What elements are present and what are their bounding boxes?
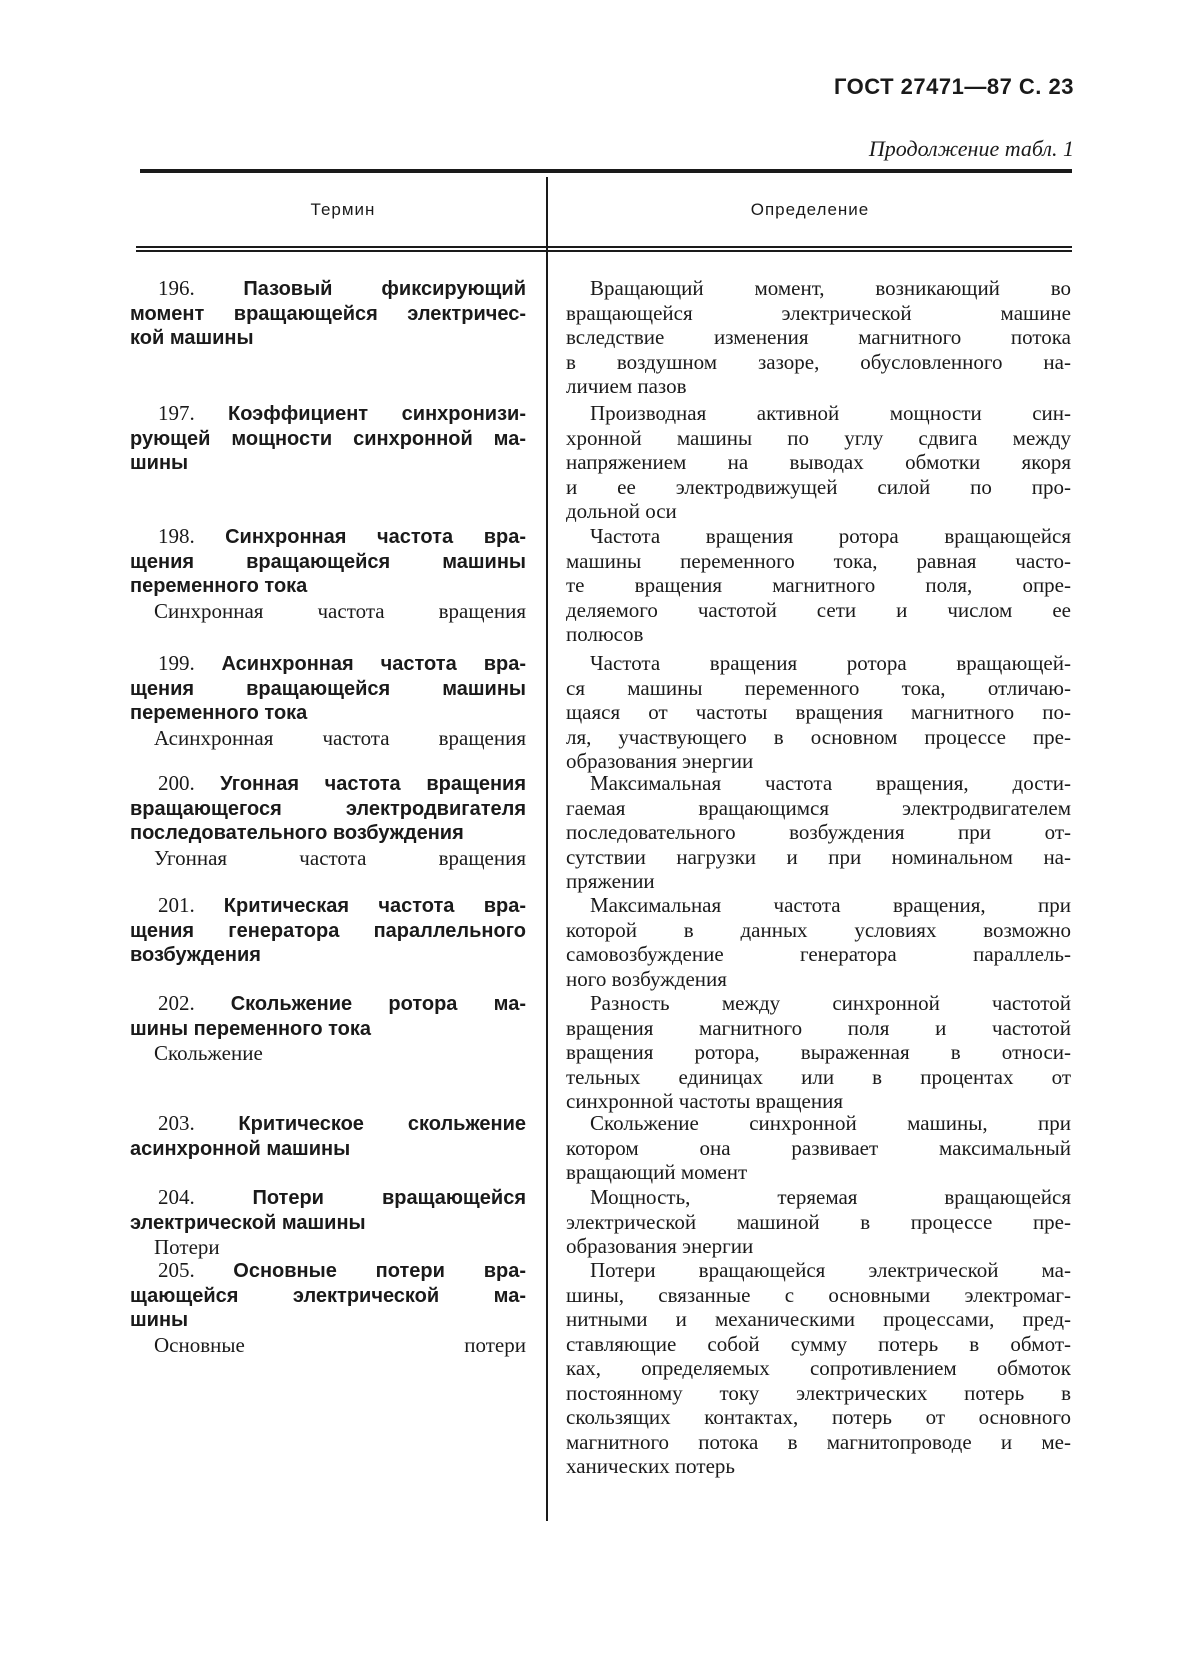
term-cell — [130, 1258, 526, 1357]
definition-line: нитными и механическими процессами, пред- — [566, 1307, 1071, 1331]
term-name: Синхронная частота вра- — [225, 526, 526, 548]
definition-line: Потери вращающейся электрической ма- — [590, 1258, 1071, 1282]
definition-line: пряжении — [566, 869, 655, 893]
definition-line: ханических потерь — [566, 1454, 735, 1478]
term-number: 205. — [158, 1258, 234, 1282]
definition-line: ставляющие собой сумму потерь в обмот- — [566, 1331, 1071, 1356]
definition-line: которой в данных условиях возможно — [566, 917, 1071, 942]
definition-line: те вращения магнитного поля, опре- — [566, 573, 1071, 597]
definition-cell — [566, 1185, 1071, 1259]
term-name: Пазовый фиксирующий — [243, 278, 526, 300]
term-name: Коэффициент синхронизи- — [228, 403, 526, 425]
term-name: Потери вращающейся — [252, 1187, 526, 1209]
term-cell — [130, 893, 526, 968]
definition-cell — [566, 771, 1071, 894]
definition-line: вследствие изменения магнитного потока — [566, 325, 1071, 349]
term-cell — [130, 651, 526, 750]
definition-line: котором она развивает максимальный — [566, 1135, 1071, 1160]
term-number: 200. — [158, 771, 221, 795]
definition-line: вращающий момент — [566, 1160, 748, 1184]
definition-line: дольной оси — [566, 499, 677, 523]
definition-line: и ее электродвижущей силой по про- — [566, 474, 1071, 499]
column-divider — [546, 177, 548, 1521]
definition-line: Производная активной мощности син- — [590, 401, 1071, 425]
definition-cell — [566, 651, 1071, 774]
page-header: ГОСТ 27471—87 С. 23 — [833, 74, 1074, 99]
term-line: шины — [130, 1309, 189, 1331]
term-line — [130, 893, 526, 919]
term-synonym: Асинхронная частота вращения — [154, 725, 526, 750]
term-line — [130, 1258, 526, 1284]
definition-cell — [566, 1258, 1071, 1479]
term-number: 196. — [158, 276, 244, 300]
definition-line: Вращающий момент, возникающий во — [590, 276, 1071, 300]
definition-line: ля, участвующего в основном процессе пре- — [566, 724, 1071, 749]
term-cell — [130, 276, 526, 351]
table-top-rule — [140, 169, 1072, 173]
term-line: шины — [130, 452, 189, 474]
definition-line: ного возбуждения — [566, 966, 727, 991]
term-line — [130, 524, 526, 550]
term-line: переменного тока — [130, 702, 308, 724]
term-line: возбуждения — [130, 944, 261, 966]
term-line — [130, 771, 526, 797]
definition-line: личием пазов — [566, 374, 687, 398]
term-name: Критическое скольжение — [238, 1113, 527, 1135]
term-cell — [130, 524, 526, 623]
definition-line: щаяся от частоты вращения магнитного по- — [566, 700, 1071, 724]
definition-line: электрической машиной в процессе пре- — [566, 1209, 1071, 1234]
definition-line: ся машины переменного тока, отличаю- — [566, 675, 1071, 700]
term-line: момент вращающейся электричес- — [130, 302, 526, 325]
term-number: 201. — [158, 893, 224, 917]
definition-line: самовозбуждение генератора параллель- — [566, 942, 1071, 966]
term-number: 197. — [158, 401, 229, 425]
term-number: 202. — [158, 991, 231, 1015]
term-cell — [130, 401, 526, 476]
definition-line: шины, связанные с основными электромаг- — [566, 1282, 1071, 1307]
definition-cell — [566, 893, 1071, 991]
column-header-definition: Определение — [750, 200, 870, 219]
term-line: щающейся электрической ма- — [130, 1284, 526, 1307]
term-line: электрической машины — [130, 1211, 366, 1234]
definition-cell — [566, 401, 1071, 524]
definition-cell — [566, 991, 1071, 1114]
term-line: асинхронной машины — [130, 1137, 351, 1160]
term-synonym: Угонная частота вращения — [154, 845, 526, 870]
term-number: 204. — [158, 1185, 253, 1209]
definition-line: деляемого частотой сети и числом ее — [566, 597, 1071, 622]
definition-line: сутствии нагрузки и при номинальном на- — [566, 844, 1071, 869]
term-line — [130, 276, 526, 302]
term-cell — [130, 991, 526, 1066]
term-synonym: Основные потери — [154, 1332, 526, 1357]
definition-line: Скольжение синхронной машины, при — [590, 1111, 1071, 1135]
term-name: Асинхронная частота вра- — [221, 653, 527, 675]
table-header-rule — [136, 246, 1072, 252]
term-synonym: Потери — [154, 1235, 220, 1259]
term-line — [130, 1185, 526, 1211]
definition-line: магнитного потока в магнитопроводе и ме- — [566, 1429, 1071, 1454]
definition-line: вращения ротора, выраженная в относи- — [566, 1040, 1071, 1064]
definition-cell — [566, 1111, 1071, 1185]
term-synonym: Скольжение — [154, 1041, 263, 1065]
definition-line: Разность между синхронной частотой — [590, 991, 1071, 1015]
term-cell — [130, 1111, 526, 1161]
term-line — [130, 401, 526, 427]
term-line — [130, 1111, 526, 1137]
definition-line: напряжением на выводах обмотки якоря — [566, 450, 1071, 474]
definition-line: полюсов — [566, 622, 644, 646]
definition-line: скользящих контактах, потерь от основного — [566, 1405, 1071, 1429]
definition-line: тельных единицах или в процентах от — [566, 1064, 1071, 1089]
term-line: вращающегося электродвигателя — [130, 797, 526, 820]
term-line: рующей мощности синхронной ма- — [130, 427, 526, 450]
definition-line: хронной машины по углу сдвига между — [566, 425, 1071, 450]
term-line — [130, 991, 526, 1017]
term-cell — [130, 771, 526, 870]
definition-line: Максимальная частота вращения, при — [590, 893, 1071, 917]
term-line: щения вращающейся машины — [130, 677, 526, 700]
definition-line: машины переменного тока, равная часто- — [566, 548, 1071, 573]
term-line: кой машины — [130, 327, 254, 349]
term-number: 203. — [158, 1111, 239, 1135]
term-line — [130, 651, 526, 677]
term-cell — [130, 1185, 526, 1260]
definition-line: Мощность, теряемая вращающейся — [590, 1185, 1071, 1209]
term-line: последовательного возбуждения — [130, 822, 464, 844]
definition-line: ках, определяемых сопротивлением обмоток — [566, 1356, 1071, 1380]
term-name: Скольжение ротора ма- — [230, 993, 526, 1015]
definition-line: вращающейся электрической машине — [566, 300, 1071, 325]
definition-line: в воздушном зазоре, обусловленного на- — [566, 349, 1071, 374]
term-line: щения вращающейся машины — [130, 550, 526, 573]
term-line: переменного тока — [130, 575, 308, 597]
definition-cell — [566, 524, 1071, 647]
term-number: 199. — [158, 651, 222, 675]
definition-line: образования энергии — [566, 1234, 754, 1258]
term-name: Критическая частота вра- — [223, 895, 527, 917]
definition-line: Максимальная частота вращения, дости- — [590, 771, 1071, 795]
definition-line: Частота вращения ротора вращающейся — [590, 524, 1071, 548]
term-name: Основные потери вра- — [233, 1260, 526, 1282]
definition-line: синхронной частоты вращения — [566, 1089, 843, 1113]
term-number: 198. — [158, 524, 226, 548]
definition-line: гаемая вращающимся электродвигателем — [566, 795, 1071, 820]
term-line: щения генератора параллельного — [130, 919, 526, 942]
term-synonym: Синхронная частота вращения — [154, 598, 526, 623]
definition-line: постоянному току электрических потерь в — [566, 1380, 1071, 1405]
definition-cell — [566, 276, 1071, 399]
definition-line: образования энергии — [566, 749, 754, 773]
definition-line: Частота вращения ротора вращающей- — [590, 651, 1071, 675]
definition-line: последовательного возбуждения при от- — [566, 820, 1071, 844]
term-line: шины переменного тока — [130, 1017, 371, 1040]
definition-line: вращения магнитного поля и частотой — [566, 1015, 1071, 1040]
column-header-term: Термин — [310, 200, 376, 219]
table-continuation-label: Продолжение табл. 1 — [868, 136, 1074, 161]
term-name: Угонная частота вращения — [220, 773, 527, 795]
